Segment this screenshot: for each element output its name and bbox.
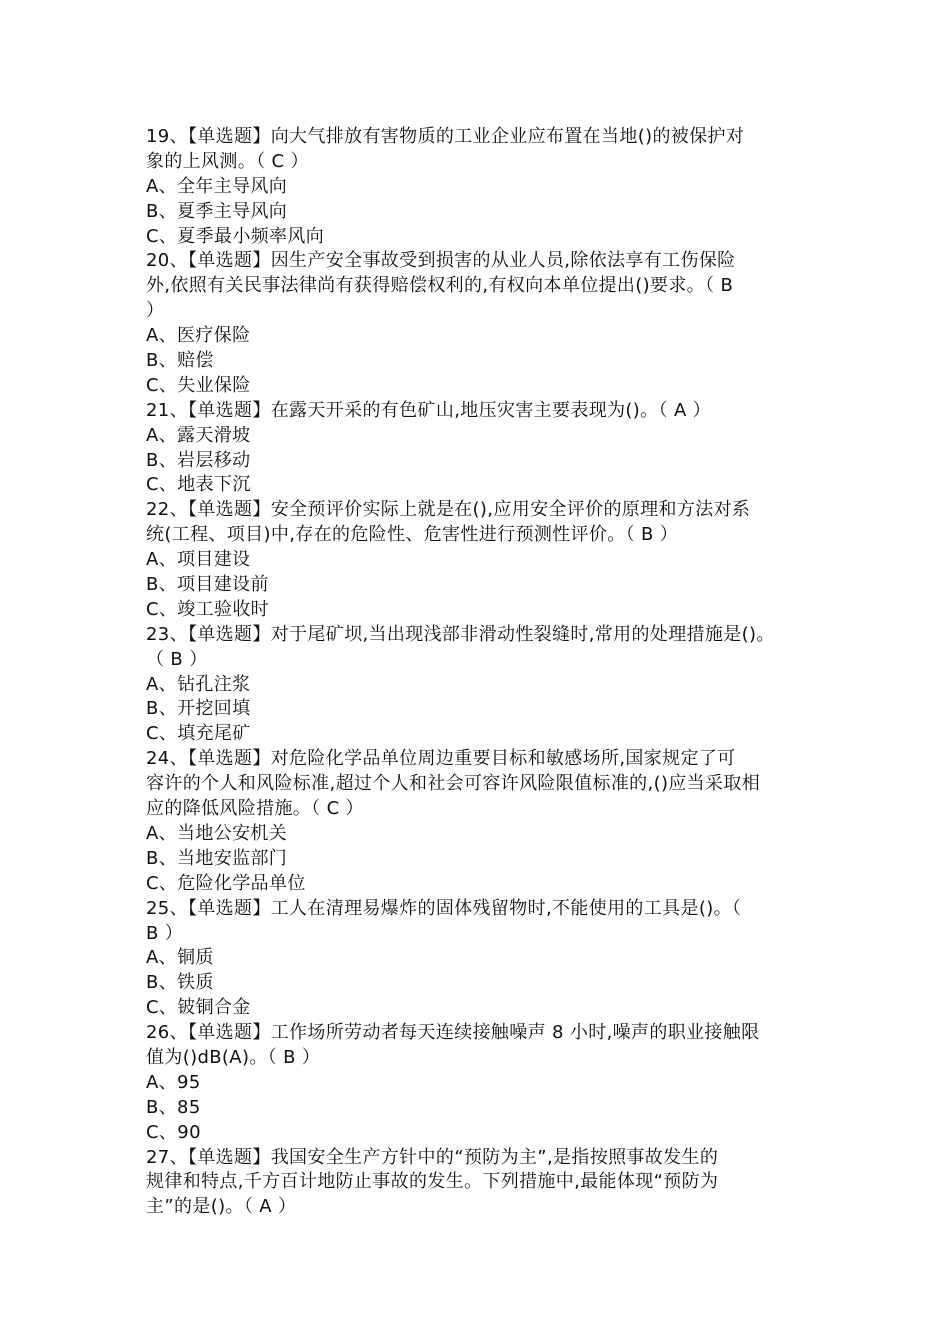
text-line: C、夏季最小频率风向 (146, 225, 325, 247)
text-line: 19、【单选题】向大气排放有害物质的工业企业应布置在当地()的被保护对 (146, 126, 745, 147)
text-line: B、项目建设前 (146, 574, 269, 596)
text-line: A、项目建设 (146, 549, 251, 571)
text-line: B、赔偿 (146, 350, 214, 372)
text-line: 26、【单选题】工作场所劳动者每天连续接触噪声 8 小时,噪声的职业接触限 (146, 1022, 760, 1044)
text-line: A、铜质 (146, 947, 214, 969)
text-line: A、医疗保险 (146, 325, 251, 347)
text-line: C、危险化学品单位 (146, 872, 306, 894)
text-line: B、开挖回填 (146, 698, 251, 720)
text-line: 规律和特点,千方百计地防止事故的发生。下列措施中,最能体现“预防为 (146, 1171, 719, 1193)
text-line: 25、【单选题】工人在清理易爆炸的固体残留物时,不能使用的工具是()。（ (146, 897, 742, 919)
text-line: 容许的个人和风险标准,超过个人和社会可容许风险限值标准的,()应当采取相 (146, 773, 761, 795)
text-line: 24、【单选题】对危险化学品单位周边重要目标和敏感场所,国家规定了可 (146, 748, 736, 770)
text-line: 23、【单选题】对于尾矿坝,当出现浅部非滑动性裂缝时,常用的处理措施是()。 (146, 623, 775, 645)
text-line: A、当地公安机关 (146, 822, 288, 844)
text-line: C、竣工验收时 (146, 598, 270, 620)
text-line: 20、【单选题】因生产安全事故受到损害的从业人员,除依法享有工伤保险 (146, 250, 736, 272)
text-line: C、失业保险 (146, 374, 251, 396)
text-line: 21、【单选题】在露天开采的有色矿山,地压灾害主要表现为()。（ A ） (146, 399, 712, 421)
text-line: 22、【单选题】安全预评价实际上就是在(),应用安全评价的原理和方法对系 (146, 499, 751, 521)
text-line: B ） (146, 922, 184, 944)
text-line: C、填充尾矿 (146, 723, 251, 745)
text-line: C、地表下沉 (146, 474, 251, 496)
text-line: （ B ） (146, 648, 208, 670)
text-line: 外,依照有关民事法律尚有获得赔偿权利的,有权向本单位提出()要求。（ B (146, 275, 734, 297)
text-line: 象的上风测。（ C ） (146, 150, 309, 172)
text-line: B、岩层移动 (146, 449, 251, 471)
text-line: 主”的是()。（ A ） (146, 1196, 297, 1218)
text-line: A、全年主导风向 (146, 175, 288, 197)
question-list (146, 125, 822, 1220)
text-line: 值为()dB(A)。（ B ） (146, 1046, 321, 1068)
text-line: 统(工程、项目)中,存在的危险性、危害性进行预测性评价。（ B ） (146, 524, 679, 546)
text-line: C、铍铜合金 (146, 997, 251, 1019)
text-line: B、当地安监部门 (146, 847, 288, 869)
text-line: 应的降低风险措施。（ C ） (146, 798, 364, 820)
text-line: B、85 (146, 1096, 201, 1118)
text-line: ） (146, 300, 165, 322)
text-line: A、95 (146, 1071, 201, 1093)
text-line: B、铁质 (146, 972, 214, 994)
text-line: A、钻孔注浆 (146, 673, 251, 695)
text-line: A、露天滑坡 (146, 424, 251, 446)
text-line: C、90 (146, 1121, 201, 1143)
text-line: 27、【单选题】我国安全生产方针中的“预防为主”,是指按照事故发生的 (146, 1146, 719, 1168)
text-line: B、夏季主导风向 (146, 200, 288, 222)
